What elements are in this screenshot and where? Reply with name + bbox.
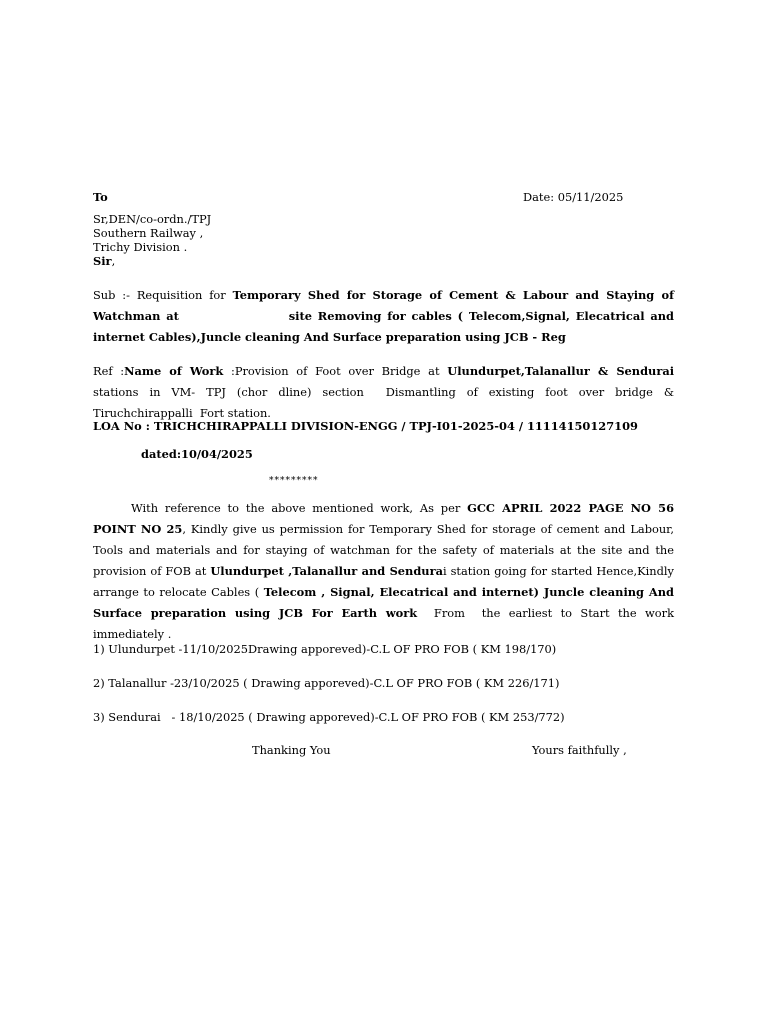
- addressee-line-1: Sr,DEN/co-ordn./TPJ: [93, 212, 212, 226]
- salutation: [93, 254, 115, 268]
- separator-stars: *********: [269, 476, 319, 486]
- list-item-talanallur: 2) Talanallur -23/10/2025 ( Drawing apporeved)-C.L OF PRO FOB ( KM 226/171): [93, 676, 560, 690]
- subject-gap: [179, 309, 289, 323]
- salutation-suffix: ,: [111, 254, 116, 268]
- list-item-ulundurpet: 1) Ulundurpet -11/10/2025Drawing apporeved)-C.L OF PRO FOB ( KM 198/170): [93, 642, 557, 656]
- reference-prefix: Ref :: [93, 364, 125, 378]
- subject-paragraph: [93, 285, 674, 348]
- loa-dated: dated:10/04/2025: [141, 447, 253, 461]
- yours-faithfully: Yours faithfully ,: [532, 743, 627, 757]
- reference-label: Name of Work: [124, 364, 224, 378]
- list-item-sendurai: 3) Sendurai - 18/10/2025 ( Drawing apporeved)-C.L OF PRO FOB ( KM 253/772): [93, 710, 565, 724]
- body-work-scope: Telecom , Signal, Elecatrical and internet) Juncle cleaning And Surface preparation using JCB For Earth work: [93, 585, 675, 620]
- body-text-4: From the earliest to Start the work immediately .: [93, 606, 678, 641]
- reference-paragraph: [93, 361, 682, 424]
- salutation-text: Sir: [93, 254, 112, 268]
- body-gcc-reference: GCC APRIL 2022 PAGE NO 56 POINT NO 25: [93, 501, 675, 536]
- body-paragraph: [93, 498, 678, 645]
- loa-number: LOA No : TRICHCHIRAPPALLI DIVISION-ENGG / TPJ-I01-2025-04 / 11114150127109: [93, 419, 638, 433]
- subject-prefix: Sub :- Requisition for: [93, 288, 233, 302]
- thanking-you: Thanking You: [252, 743, 331, 757]
- reference-text-1: :Provision of Foot over Bridge at: [223, 364, 448, 378]
- reference-text-2: stations in VM- TPJ (chor dline) section Dismantling of existing foot over bridge & Tiruchchirappalli Fort station.: [93, 364, 682, 420]
- body-stations: Ulundurpet ,Talanallur and Sendura: [210, 564, 443, 578]
- subject-bold-text: Temporary Shed for Storage of Cement & Labour and Staying of Watchman at: [93, 288, 674, 323]
- addressee-line-2: Southern Railway ,: [93, 226, 204, 240]
- body-text-3: i station going for started Hence,Kindly arrange to relocate Cables (: [93, 564, 674, 599]
- body-text-2: , Kindly give us permission for Temporary Shed for storage of cement and Labour, Tools and materials and for staying of watchman for the safety of materials at the site and the provision of FOB at: [93, 522, 674, 578]
- to-label: To: [93, 190, 108, 204]
- reference-stations: Ulundurpet,Talanallur & Sendurai: [447, 364, 675, 378]
- addressee-line-3: Trichy Division .: [93, 240, 188, 254]
- letter-date: Date: 05/11/2025: [523, 190, 624, 204]
- body-text-1: With reference to the above mentioned work, As per: [131, 501, 468, 515]
- subject-bold-text-2: site Removing for cables ( Telecom,Signal, Elecatrical and internet Cables),Juncle cleaning And Surface preparation using JCB - Reg: [93, 309, 674, 344]
